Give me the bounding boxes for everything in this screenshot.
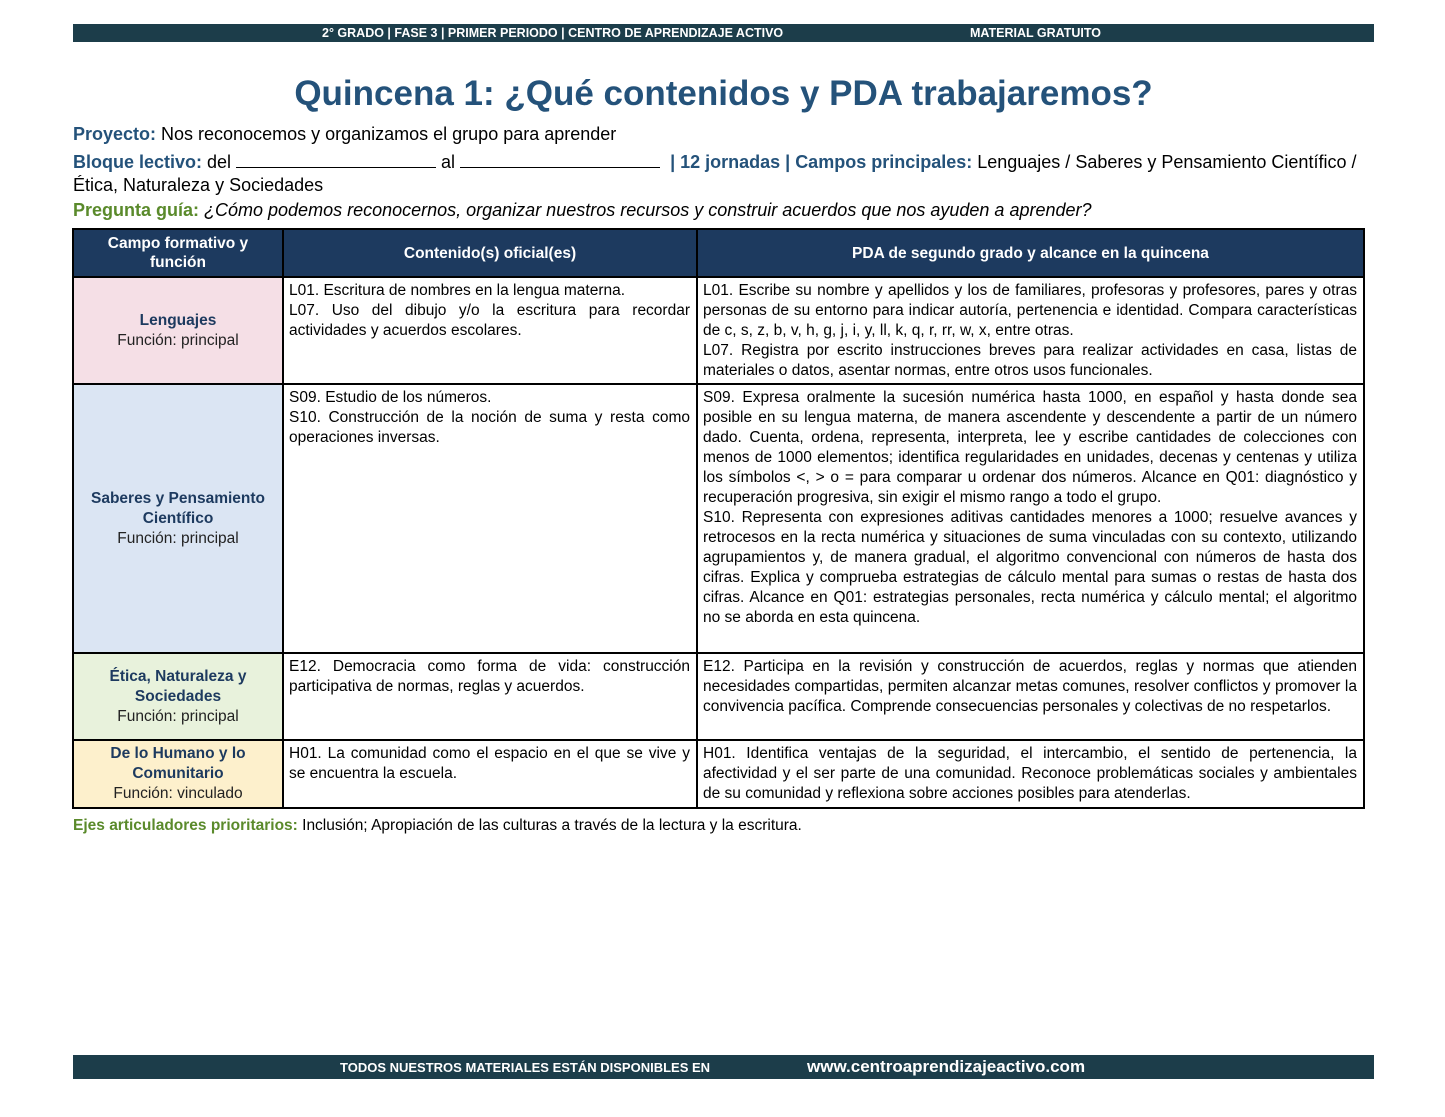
table-header-row — [73, 229, 1364, 277]
bloque-start-date-blank[interactable] — [236, 153, 436, 168]
proyecto-line — [73, 123, 616, 146]
campos-principales-value: Lenguajes / Saberes y Pensamiento Científico / Ética, Naturaleza y Sociedades — [73, 152, 1357, 195]
bloque-del-text: del — [202, 152, 237, 172]
contenido-item: S09. Estudio de los números. — [289, 389, 492, 406]
pregunta-label: Pregunta guía: — [73, 200, 200, 220]
proyecto-value: Nos reconocemos y organizamos el grupo para aprender — [156, 124, 617, 144]
bloque-label: Bloque lectivo: — [73, 152, 203, 172]
bloque-al-text: al — [436, 152, 461, 172]
contenido-item: L07. Uso del dibujo y/o la escritura para recordar actividades y acuerdos escolares. — [289, 302, 690, 339]
campo-cell — [73, 277, 283, 384]
planning-table — [72, 228, 1365, 809]
table-row — [73, 740, 1364, 808]
contenido-item: S10. Construcción de la noción de suma y resta como operaciones inversas. — [289, 409, 690, 446]
proyecto-label: Proyecto: — [73, 124, 157, 144]
pda-item: L01. Escribe su nombre y apellidos y los de familiares, profesoras y profesores, pares y otras personas de su entorno para indicar autoría, pertenencia e identidad. Compara características de c, s, z, b, v, h, g, j, i, y, ll, k, q, r, rr, w, x, entre otras. — [703, 282, 1357, 339]
top-banner-info: 2° GRADO | FASE 3 | PRIMER PERIODO | CENTRO DE APRENDIZAJE ACTIVO — [322, 26, 784, 40]
campo-cell — [73, 653, 283, 740]
pda-item: S10. Representa con expresiones aditivas cantidades menores a 1000; resuelve avances y retrocesos en la recta numérica y situaciones de suma vinculadas con su contexto, utilizando agrupamientos y, de manera gradual, el algoritmo convencional con números de hasta dos cifras. Explica y comprueba estrategias de cálculo mental para sumas o restas de hasta dos cifras. Alcance en Q01: estrategias personales, recta numérica y cálculo mental; el algoritmo no se aborda en esta quincena. — [703, 509, 1357, 626]
campo-name: De lo Humano y lo Comunitario — [110, 745, 246, 782]
table-row — [73, 277, 1364, 384]
pda-item: S09. Expresa oralmente la sucesión numérica hasta 1000, en español y hasta donde sea posible en su lengua materna, de manera ascendente y descendente a partir de un número dado. Cuenta, ordena, representa, interpreta, lee y escribe cantidades de colecciones con menos de 1000 elementos; identifica regularidades en unidades, decenas y centenas y utiliza los símbolos <, > o = para comparar u ordenar dos números. Alcance en Q01: diagnóstico y recuperación progresiva, sin exigir el mismo rango a todo el grupo. — [703, 389, 1357, 506]
header-campo: Campo formativo y función — [73, 229, 283, 277]
contenido-item: L01. Escritura de nombres en la lengua materna. — [289, 282, 626, 299]
contenido-item: E12. Democracia como forma de vida: construcción participativa de normas, reglas y acuerdos. — [289, 658, 690, 695]
campo-cell — [73, 740, 283, 808]
bloque-line — [73, 151, 1375, 197]
footer-text: TODOS NUESTROS MATERIALES ESTÁN DISPONIBLES EN — [340, 1060, 711, 1075]
top-banner — [73, 24, 1374, 42]
campo-funcion: Función: principal — [117, 331, 239, 349]
pda-cell — [697, 653, 1364, 740]
campos-principales-label: Campos principales: — [795, 152, 973, 172]
contenidos-cell — [283, 740, 697, 808]
campo-funcion: Función: principal — [117, 529, 239, 547]
campo-name: Saberes y Pensamiento Científico — [90, 489, 266, 527]
pda-item: H01. Identifica ventajas de la seguridad, el intercambio, el sentido de pertenencia, la afectividad y el ser parte de una comunidad. Reconoce problemáticas sociales y ambientales de su comunidad y reflexiona sobre acciones posibles para atenderlas. — [703, 745, 1357, 802]
contenidos-cell — [283, 653, 697, 740]
pregunta-value: ¿Cómo podemos reconocernos, organizar nuestros recursos y construir acuerdos que nos ayuden a aprender? — [199, 200, 1092, 220]
footer-banner — [73, 1055, 1374, 1079]
top-banner-free-label: MATERIAL GRATUITO — [970, 26, 1102, 40]
pda-cell — [697, 384, 1364, 653]
pda-cell — [697, 277, 1364, 384]
header-contenidos: Contenido(s) oficial(es) — [283, 229, 697, 277]
pda-item: L07. Registra por escrito instrucciones breves para realizar actividades en casa, listas de materiales o datos, asentar normas, entre otros usos funcionales. — [703, 342, 1357, 379]
campo-cell — [73, 384, 283, 653]
campo-name: Ética, Naturaleza y Sociedades — [109, 667, 247, 705]
bloque-jornadas: | 12 jornadas | — [660, 152, 796, 172]
contenidos-cell — [283, 384, 697, 653]
ejes-value: Inclusión; Apropiación de las culturas a través de la lectura y la escritura. — [297, 817, 802, 834]
bloque-end-date-blank[interactable] — [460, 153, 660, 168]
pda-cell — [697, 740, 1364, 808]
campo-name: Lenguajes — [139, 311, 217, 329]
campo-funcion: Función: vinculado — [113, 785, 243, 802]
ejes-line — [73, 816, 802, 836]
pregunta-line — [73, 199, 1092, 222]
table-row — [73, 653, 1364, 740]
pda-item: E12. Participa en la revisión y construcción de acuerdos, reglas y normas que atienden necesidades compartidas, permiten alcanzar metas comunes, resolver conflictos y promover la convivencia pacífica. Comprende consecuencias personales y colectivas de no respetarlos. — [703, 658, 1357, 715]
contenidos-cell — [283, 277, 697, 384]
header-pda: PDA de segundo grado y alcance en la quincena — [697, 229, 1364, 277]
ejes-label: Ejes articuladores prioritarios: — [73, 817, 298, 834]
campo-funcion: Función: principal — [117, 707, 239, 725]
contenido-item: H01. La comunidad como el espacio en el que se vive y se encuentra la escuela. — [289, 745, 690, 782]
page-title: Quincena 1: ¿Qué contenidos y PDA trabajaremos? — [294, 74, 1153, 113]
footer-url-link[interactable]: www.centroaprendizajeactivo.com — [807, 1057, 1086, 1076]
table-row — [73, 384, 1364, 653]
